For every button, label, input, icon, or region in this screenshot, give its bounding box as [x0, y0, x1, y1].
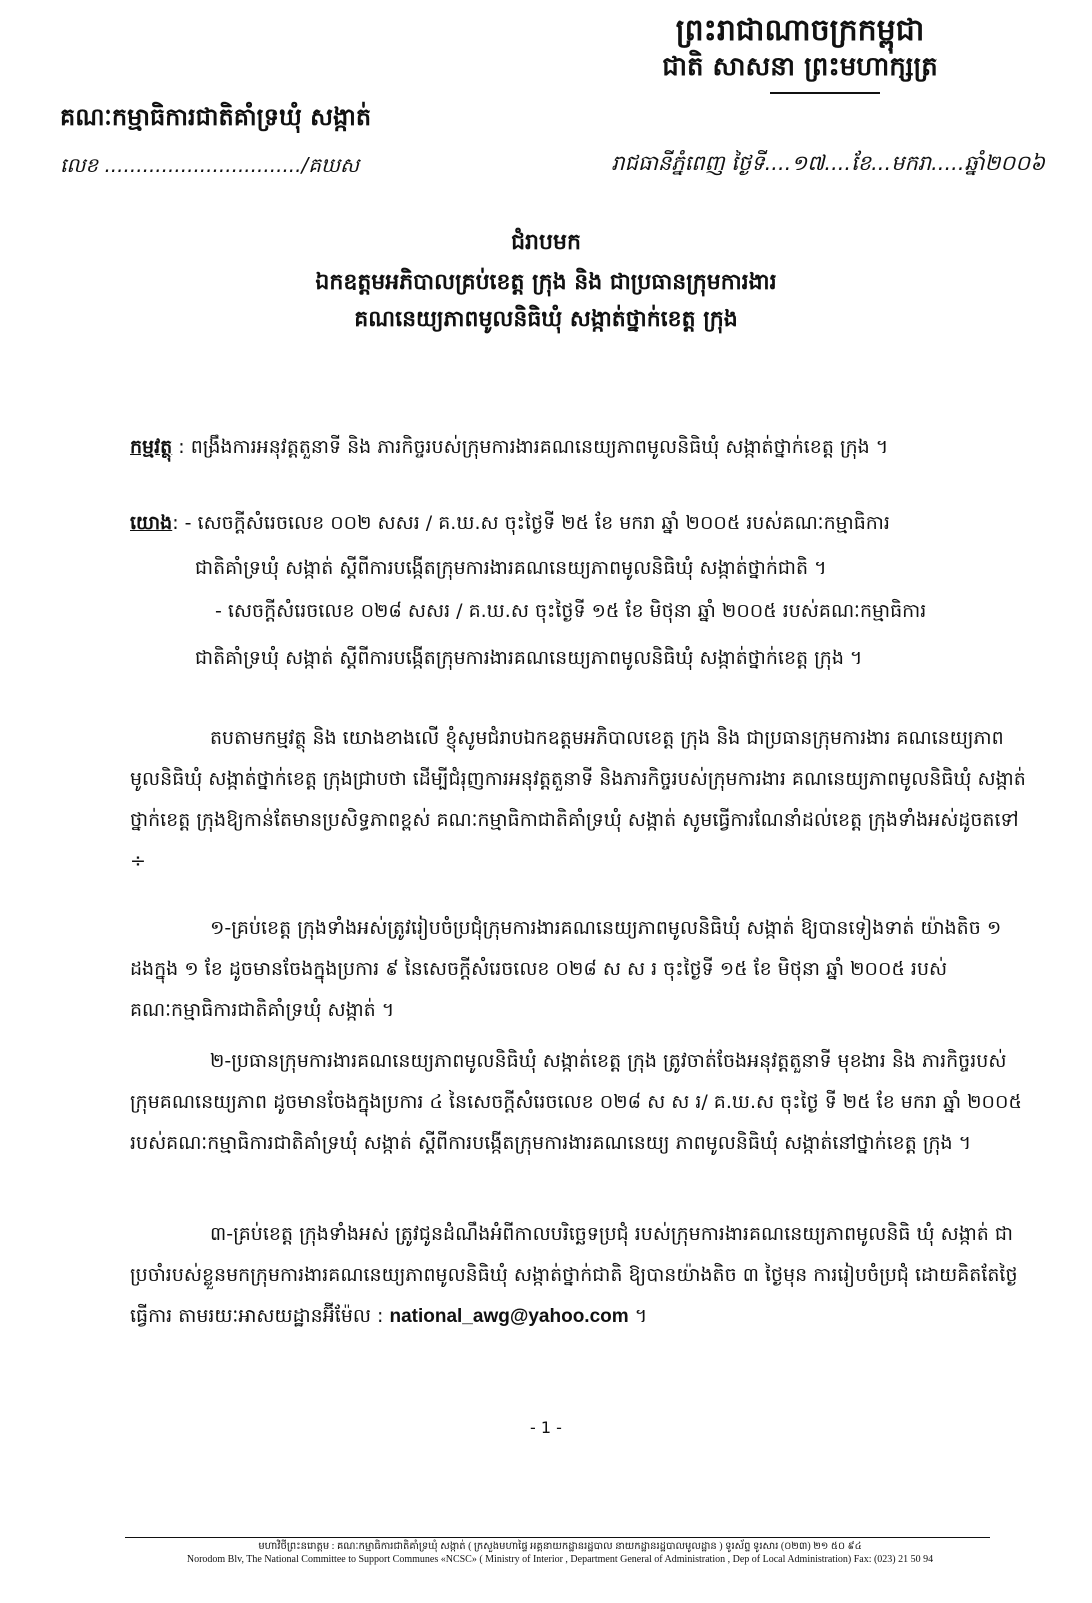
- reference-number: លេខ .............................../គឃស: [60, 153, 360, 177]
- kingdom-title: ព្រះរាជាណាចក្រកម្ពុជា: [675, 13, 925, 48]
- reference-2-line-2: ជាតិគាំទ្រឃុំ សង្កាត់ ស្តីពីការបង្កើតក្រុមការងារគណនេយ្យភាពមូលនិធិឃុំ សង្កាត់ថ្នាក់ខេត្ត ក្រុង ។: [195, 647, 863, 669]
- committee-name: គណៈកម្មាធិការជាតិគាំទ្រឃុំ សង្កាត់: [60, 103, 372, 131]
- place-and-date: រាជធានីភ្នំពេញ ថ្ងៃទី....១៧....ខែ...មករា.....ឆ្នាំ២០០៦: [611, 151, 1045, 175]
- addressee-label: ជំរាបមក: [511, 230, 581, 255]
- reference-2-line-1: - សេចក្តីសំរេចលេខ ០២៨ សសរ / គ.ឃ.ស ចុះថ្ងៃទី ១៥ ខែ មិថុនា ឆ្នាំ ២០០៥ របស់គណៈកម្មាធិការ: [215, 600, 927, 622]
- reference-1-line-1: : - សេចក្តីសំរេចលេខ ០០២ សសរ / គ.ឃ.ស ចុះថ្ងៃទី ២៥ ខែ មករា ឆ្នាំ ២០០៥ របស់គណៈកម្មាធិការ: [172, 512, 890, 534]
- motto-underline: [770, 92, 880, 94]
- instruction-item-3-end: ។: [628, 1305, 648, 1327]
- instruction-item-3: [130, 1214, 1030, 1337]
- footer-line-2: Norodom Blv, The National Committee to Support Communes «NCSC» ( Ministry of Interior , Department General of Administration , Dep of Local Administration) Fax: (023) 21 50 94: [186, 1554, 934, 1565]
- footer: [120, 1540, 1000, 1566]
- footer-divider: [125, 1537, 990, 1538]
- intro-paragraph: តបតាមកម្មវត្ថុ និង យោងខាងលើ ខ្ញុំសូមជំរាបឯកឧត្តមអភិបាលខេត្ត ក្រុង និង ជាប្រធានក្រុមការងារ គណនេយ្យភាពមូលនិធិឃុំ សង្កាត់ថ្នាក់ខេត្ត ក្រុងជ្រាបថា ដើម្បីជំរុញការអនុវត្តតួនាទី និងភារកិច្ចរបស់ក្រុមការងារ គណនេយ្យភាពមូលនិធិឃុំ សង្កាត់ថ្នាក់ខេត្ត ក្រុងឱ្យកាន់តែមានប្រសិទ្ធភាពខ្ពស់ គណៈកម្មាធិកាជាតិគាំទ្រឃុំ សង្កាត់ សូមធ្វើការណែនាំដល់ខេត្ត ក្រុងទាំងអស់ដូចតទៅ ÷: [130, 727, 1026, 872]
- instruction-item-3-text: ៣-គ្រប់ខេត្ត ក្រុងទាំងអស់ ត្រូវជូនដំណឹងអំពីកាលបរិច្ឆេទប្រជុំ របស់ក្រុមការងារគណនេយ្យភាពមូលនិធិ ឃុំ សង្កាត់ ជាប្រចាំរបស់ខ្លួនមកក្រុមការងារគណនេយ្យភាពមូលនិធិឃុំ សង្កាត់ថ្នាក់ជាតិ ឱ្យបានយ៉ាងតិច ៣ ថ្ងៃមុន ការរៀបចំប្រជុំ ដោយគិតតែថ្ងៃធ្វើការ តាមរយៈអាសយដ្ឋានអ៊ីម៉ែល :: [130, 1223, 1018, 1327]
- page-number: - 1 -: [530, 1418, 562, 1437]
- footer-line-1: មហាវិថីព្រះនរោត្តម : គណៈកម្មាធិការជាតិគាំទ្រឃុំ សង្កាត់ ( ក្រសួងមហាផ្ទៃ អគ្គនាយកដ្ឋានរដ្ឋបាល នាយកដ្ឋានរដ្ឋបាលមូលដ្ឋាន ) ទូរស័ព្ទ ទូរសារ (០២៣) ២១ ៥០ ៩៤: [258, 1541, 862, 1552]
- subject-text: : ពង្រឹងការអនុវត្តតួនាទី និង ភារកិច្ចរបស់ក្រុមការងារគណនេយ្យភាពមូលនិធិឃុំ សង្កាត់ថ្នាក់ខេត្ត ក្រុង ។: [172, 436, 889, 458]
- national-motto: ជាតិ សាសនា ព្រះមហាក្សត្រ: [662, 52, 938, 82]
- addressee-line-1: ឯកឧត្តមអភិបាលគ្រប់ខេត្ត ក្រុង និង ជាប្រធានក្រុមការងារ: [315, 270, 777, 295]
- instruction-item-2: ២-ប្រធានក្រុមការងារគណនេយ្យភាពមូលនិធិឃុំ សង្កាត់ខេត្ត ក្រុង ត្រូវចាត់ចែងអនុវត្តតួនាទី មុខងារ និង ភារកិច្ចរបស់ក្រុមគណនេយ្យភាព ដូចមានចែងក្នុងប្រការ ៤ នៃសេចក្តីសំរេចលេខ ០២៨ ស ស រ/ គ.ឃ.ស ចុះថ្ងៃ ទី ២៥ ខែ មករា ឆ្នាំ ២០០៥ របស់គណៈកម្មាធិការជាតិគាំទ្រឃុំ សង្កាត់ ស្តីពីការបង្កើតក្រុមការងារគណនេយ្យ ភាពមូលនិធិឃុំ សង្កាត់នៅថ្នាក់ខេត្ត ក្រុង ។: [130, 1050, 1022, 1154]
- reference-label: យោង: [130, 512, 173, 534]
- subject-line: [130, 432, 1030, 462]
- addressee-line-2: គណនេយ្យភាពមូលនិធិឃុំ សង្កាត់ថ្នាក់ខេត្ត ក្រុង: [354, 307, 738, 332]
- subject-label: កម្មវត្ថុ: [130, 436, 173, 458]
- reference-1: [130, 508, 1030, 538]
- email-address[interactable]: national_awg@yahoo.com: [389, 1306, 629, 1327]
- instruction-item-1: ១-គ្រប់ខេត្ត ក្រុងទាំងអស់ត្រូវរៀបចំប្រជុំក្រុមការងារគណនេយ្យភាពមូលនិធិឃុំ សង្កាត់ ឱ្យបានទៀងទាត់ យ៉ាងតិច ១ ដងក្នុង ១ ខែ ដូចមានចែងក្នុងប្រការ ៩ នៃសេចក្តីសំរេចលេខ ០២៨ ស ស រ ចុះថ្ងៃទី ១៥ ខែ មិថុនា ឆ្នាំ ២០០៥ របស់គណៈកម្មាធិការជាតិគាំទ្រឃុំ សង្កាត់ ។: [130, 917, 1002, 1021]
- reference-1-line-2: ជាតិគាំទ្រឃុំ សង្កាត់ ស្តីពីការបង្កើតក្រុមការងារគណនេយ្យភាពមូលនិធិឃុំ សង្កាត់ថ្នាក់ជាតិ ។: [195, 557, 827, 579]
